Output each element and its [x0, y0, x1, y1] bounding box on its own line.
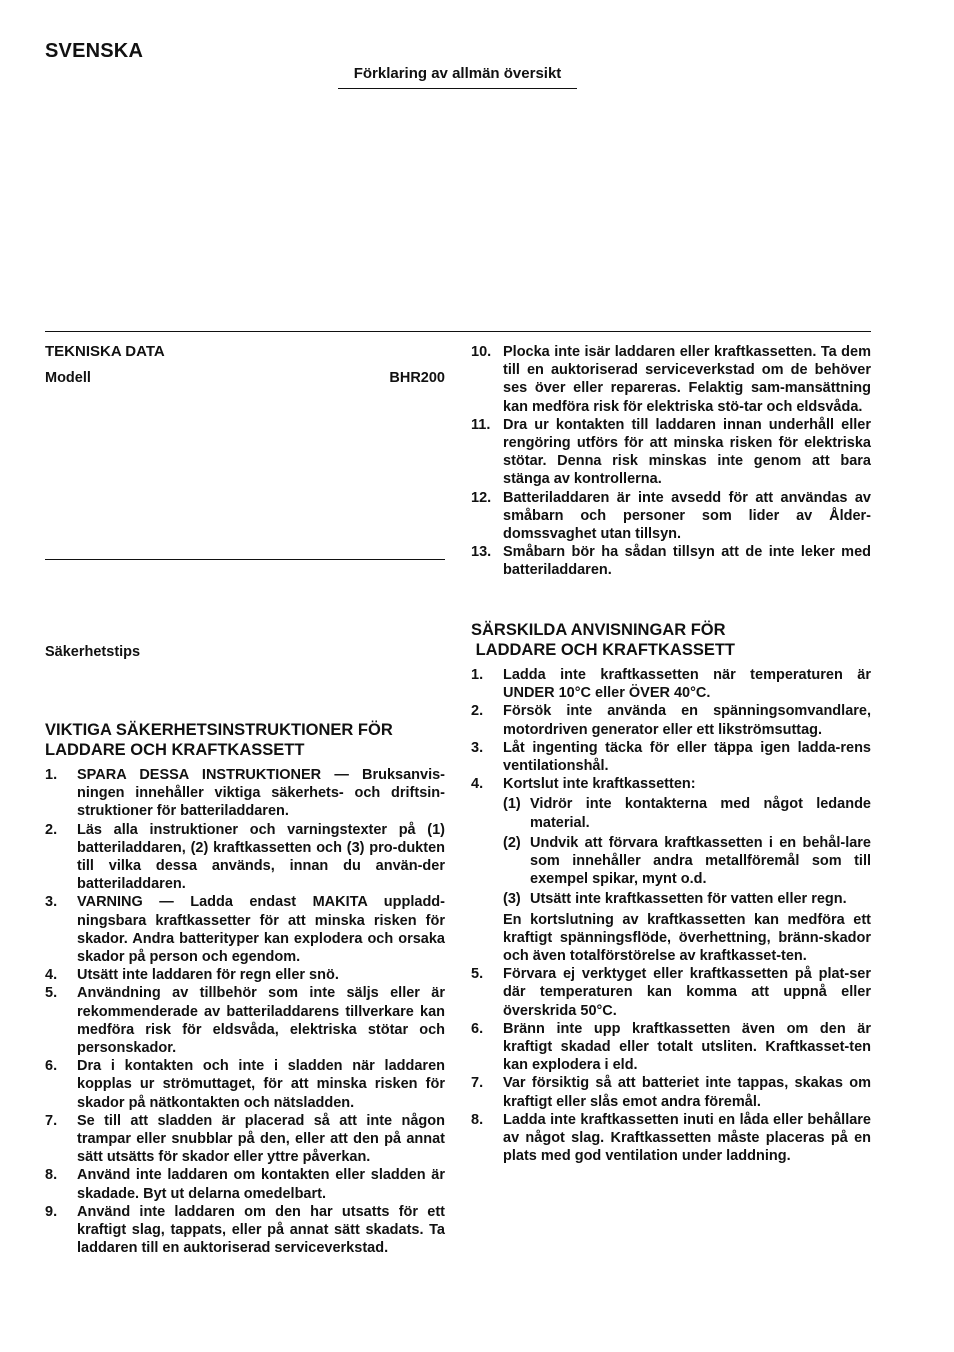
item-text: Ladda inte kraftkassetten när temperaturen är UNDER 10°C eller ÖVER 40°C. [503, 667, 871, 702]
list-item [45, 821, 445, 894]
list-item [471, 739, 871, 775]
list-item [471, 343, 871, 416]
item-number: 5. [45, 985, 58, 1002]
model-row [45, 370, 445, 386]
specs-heading: TEKNISKA DATA [45, 343, 165, 360]
important-instructions-list-continued [471, 343, 871, 580]
list-item [45, 1057, 445, 1112]
overview-title: Förklaring av allmän översikt [338, 65, 577, 89]
item-number: 8. [471, 1111, 484, 1128]
sub-item-number: (1) [503, 796, 521, 813]
sub-item-text: Vidrör inte kontakterna med något ledande material. [530, 796, 871, 831]
special-instructions-list [471, 666, 871, 1165]
title-line: LADDARE OCH KRAFTKASSETT [471, 641, 735, 659]
sub-item-text: Utsätt inte kraftkassetten för vatten eller regn. [530, 891, 847, 908]
item-number: 6. [471, 1020, 484, 1037]
safety-tips-label: Säkerhetstips [45, 644, 141, 660]
item-number: 8. [45, 1167, 58, 1184]
sub-item [503, 890, 871, 908]
item-number: 1. [471, 667, 484, 683]
short-circuit-note: En kortslutning av kraftkassetten kan medföra ett kraftigt spänningsflöde, överhettning, bränn-skador och även totalförstörelse av kraftkasset-ten. [503, 911, 871, 965]
item-number: 4. [471, 776, 484, 793]
list-item [471, 543, 871, 579]
item-text: Småbarn bör ha sådan tillsyn att de inte leker med batteriladdaren. [503, 544, 871, 579]
item-number: 2. [45, 821, 58, 838]
item-text: Ladda inte kraftkassetten inuti en låda eller behållare av något slag. Kraftkassetten måste placeras på en plats med god ventilation under laddning. [503, 1111, 871, 1165]
item-text: Använd inte laddaren om den har utsatts för ett kraftigt slag, tappats, eller på annat sätt skadats. Ta laddaren till en auktoriserad serviceverkstad. [77, 1203, 445, 1257]
list-item [45, 1166, 445, 1202]
model-value: BHR200 [389, 370, 445, 386]
item-text: Se till att sladden är placerad så att inte någon trampar eller snubblar på den, eller att den på annat sätt utsätts för skador eller yttre påverkan. [77, 1112, 445, 1166]
item-number: 7. [471, 1075, 484, 1092]
item-text: Förvara ej verktyget eller kraftkassetten på plat-ser där temperaturen kan komma att uppnå eller överskrida 50°C. [503, 966, 871, 1019]
item-text: Plocka inte isär laddaren eller kraftkassetten. Ta dem till en auktoriserad serviceverkstad om de behöver ses över eller repareras. Felaktig sam-mansättning kan medföra risk för elektriska stö-tar och eldsvåda. [503, 344, 871, 415]
list-item [45, 893, 445, 966]
item-text: Utsätt inte laddaren för regn eller snö. [77, 967, 339, 984]
item-number: 6. [45, 1058, 58, 1075]
item-text: Dra i kontakten och inte i sladden när laddaren kopplas ur strömuttaget, för att minska risken för skador på nätkontakten och nätsladden. [77, 1058, 445, 1111]
item-text: Batteriladdaren är inte avsedd för att användas av småbarn och personer som lider av Ålder-domssvaghet utan tillsyn. [503, 489, 871, 543]
item-number: 4. [45, 967, 58, 984]
title-line: VIKTIGA SÄKERHETSINSTRUKTIONER FÖR [45, 721, 393, 739]
item-number: 2. [471, 703, 484, 720]
item-text: Försök inte använda en spänningsomvandlare, motordriven generator eller ett likströmsuttag. [503, 703, 871, 738]
item-text: Dra ur kontakten till laddaren innan underhåll eller rengöring utförs för att minska risken för elektriska stötar. Denna risk minskas inte genom att bara stänga av kontrollerna. [503, 416, 871, 488]
item-number: 12. [471, 489, 492, 506]
item-number: 5. [471, 966, 484, 983]
list-item [471, 489, 871, 544]
list-item [471, 702, 871, 738]
item-text: Kortslut inte kraftkassetten: [503, 776, 696, 793]
sub-item-number: (3) [503, 891, 521, 908]
list-item [471, 1111, 871, 1166]
divider [45, 331, 871, 332]
item-number: 7. [45, 1112, 58, 1129]
important-instructions-title [45, 720, 445, 760]
list-item [471, 416, 871, 489]
title-line: SÄRSKILDA ANVISNINGAR FÖR [471, 621, 726, 639]
list-item [45, 984, 445, 1057]
item-text: Använd inte laddaren om kontakten eller sladden är skadade. Byt ut delarna omedelbart. [77, 1167, 445, 1202]
item-text: VARNING — Ladda endast MAKITA uppladd-ningsbara kraftkassetter för att minska risken för skador. Andra batterityper kan explodera och orsaka skador på person och egendom. [77, 894, 445, 966]
list-item [45, 1112, 445, 1167]
list-item [45, 966, 445, 984]
sub-item [503, 795, 871, 831]
list-item [471, 1074, 871, 1110]
item-body [503, 775, 871, 965]
item-number: 3. [471, 739, 484, 756]
item-text: Var försiktig så att batteriet inte tappas, skakas om kraftigt eller slås emot andra föremål. [503, 1075, 871, 1110]
special-instructions-title [471, 620, 871, 660]
item-text: Användning av tillbehör som inte säljs eller är rekommenderade av batteriladdarens tillverkare kan medföra risk för eldsvåda, elektriska stötar och personskador. [77, 985, 445, 1057]
item-number: 3. [45, 894, 58, 911]
item-number: 11. [471, 416, 491, 433]
list-item [471, 965, 871, 1020]
sub-item-text: Undvik att förvara kraftkassetten i en behål-lare som innehåller andra metallföremål som till exempel spikar, mynt o.d. [530, 834, 871, 888]
item-text: Bränn inte upp kraftkassetten även om den är kraftigt skadad eller totalt utsliten. Kraftkasset-ten kan explodera i eld. [503, 1020, 871, 1074]
sub-item-number: (2) [503, 834, 521, 851]
title-line: LADDARE OCH KRAFTKASSETT [45, 741, 305, 759]
list-item [471, 1020, 871, 1075]
item-text: Låt ingenting täcka för eller täppa igen ladda-rens ventilationshål. [503, 739, 871, 775]
item-text: SPARA DESSA INSTRUKTIONER — Bruksanvis-ningen innehåller viktiga säkerhets- och driftsin-struktioner för batteriladdaren. [77, 767, 445, 820]
list-item [471, 775, 871, 965]
list-item [471, 666, 871, 702]
item-number: 10. [471, 344, 492, 360]
list-item [45, 1203, 445, 1258]
list-item [45, 766, 445, 821]
item-number: 13. [471, 544, 492, 561]
language-heading: SVENSKA [45, 40, 144, 62]
item-text: Läs alla instruktioner och varningstexter på (1) batteriladdaren, (2) kraftkassetten och (3) pro-dukten till vilka dessa används, innan du använ-der batteriladdaren. [77, 821, 445, 893]
sub-item [503, 834, 871, 889]
divider [45, 559, 445, 560]
important-instructions-list [45, 766, 445, 1257]
model-label: Modell [45, 370, 91, 386]
item-number: 1. [45, 767, 58, 783]
item-number: 9. [45, 1203, 58, 1220]
